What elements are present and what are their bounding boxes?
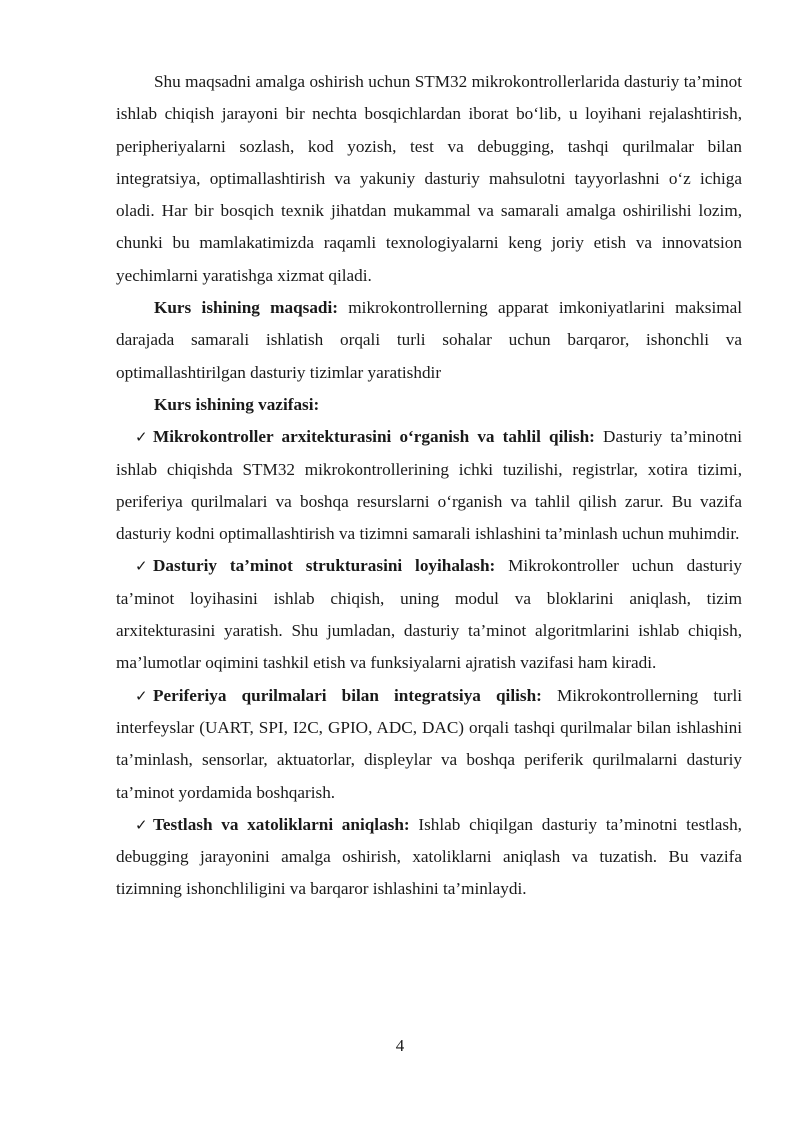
task-text: Mikrokontrollerning turli interfeyslar (UART, SPI, I2C, GPIO, ADC, DAC) orqali tashqi qurilmalar bilan ishlashini ta’minlash, sensorlar, aktuatorlar, displeylar va boshqa periferik qurilmalarni dasturiy ta’minot yordamida boshqarish. <box>116 685 743 802</box>
page-body <box>116 66 742 906</box>
goal-text: mikrokontrollerning apparat imkoniyatlarini maksimal darajada samarali ishlatish orqali turli sohalar uchun barqaror, ishonchli va optimallashtirilgan dasturiy tizimlar yaratishdir <box>116 298 743 382</box>
intro-paragraph: Shu maqsadni amalga oshirish uchun STM32 mikrokontrollerlarida dasturiy ta’minot ishlab chiqish jarayoni bir nechta bosqichlardan iborat bo‘lib, u loyihani rejalashtirish, peripheriyalarni sozlash, kod yozish, test va debugging, tashqi qurilmalar bilan integratsiya, optimallashtirish va yakuniy dasturiy mahsulotni tayyorlashni o‘z ichiga oladi. Har bir bosqich texnik jihatdan mukammal va samarali amalga oshirilishi lozim, chunki bu mamlakatimizda raqamli texnologiyalarni keng joriy etish va innovatsion yechimlarni yaratishga xizmat qiladi. <box>116 72 742 285</box>
goal-paragraph <box>116 292 742 389</box>
tasks-heading <box>116 389 742 421</box>
task-text: Ishlab chiqilgan dasturiy ta’minotni testlash, debugging jarayonini amalga oshirish, xatoliklarni aniqlash va tuzatish. Bu vazifa tizimning ishonchliligini va barqaror ishlashini ta’minlaydi. <box>116 814 742 899</box>
task-item-4 <box>116 809 742 906</box>
checkmark-icon: ✓ <box>135 815 148 834</box>
task-text: Dasturiy ta’minotni ishlab chiqishda STM32 mikrokontrollerining ichki tuzilishi, registrlar, xotira tizimi, periferiya qurilmalari va boshqa resurslarni o‘rganish va tahlil qilish zarur. Bu vazifa dasturiy kodni optimallashtirish va tizimni samarali ishlashini ta’minlash uchun muhimdir. <box>116 427 743 544</box>
task-item-1 <box>116 421 742 550</box>
task-title: Mikrokontroller arxitekturasini o‘rganish va tahlil qilish: <box>153 427 595 447</box>
checkmark-icon: ✓ <box>135 428 148 447</box>
page-number: 4 <box>395 1036 405 1055</box>
task-title: Testlash va xatoliklarni aniqlash: <box>153 814 410 834</box>
task-item-2 <box>116 550 742 679</box>
task-text: Mikrokontroller uchun dasturiy ta’minot loyihasini ishlab chiqish, uning modul va bloklarini aniqlash, tizim arxitekturasini yaratish. Shu jumladan, dasturiy ta’minot algoritmlarini ishlab chiqish, ma’lumotlar oqimini tashkil etish va funksiyalarni ajratish vazifasi ham kiradi. <box>116 556 742 673</box>
goal-label: Kurs ishining maqsadi: <box>154 298 338 318</box>
task-item-3 <box>116 680 742 809</box>
task-title: Periferiya qurilmalari bilan integratsiya qilish: <box>153 685 542 705</box>
checkmark-icon: ✓ <box>135 686 148 705</box>
task-title: Dasturiy ta’minot strukturasini loyihalash: <box>153 556 496 576</box>
checkmark-icon: ✓ <box>135 557 148 576</box>
tasks-heading-text: Kurs ishining vazifasi: <box>154 394 320 414</box>
